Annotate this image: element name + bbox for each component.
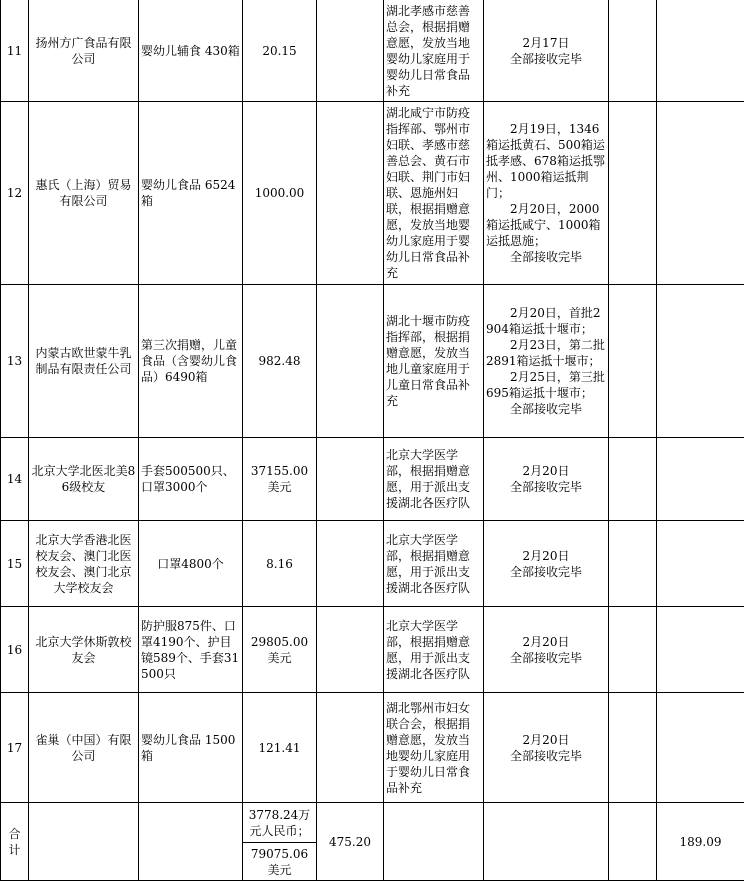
donated-items: 口罩4800个 <box>139 521 243 607</box>
total-col9: 189.09 <box>657 803 744 881</box>
empty-cell <box>317 693 384 803</box>
empty-cell <box>29 803 139 881</box>
empty-cell <box>484 803 609 881</box>
status-line: 2月25日，第三批695箱运抵十堰市； <box>486 369 606 401</box>
usage-description: 湖北咸宁市防疫指挥部、鄂州市妇联、孝感市慈善总会、黄石市妇联、荆门市妇联、恩施州妇联，根据捐赠意愿，发放当地婴幼儿家庭用于婴幼儿日常食品补充 <box>384 102 484 285</box>
status-line: 2月20日 <box>486 548 606 564</box>
empty-cell <box>657 438 744 521</box>
delivery-status <box>484 438 609 521</box>
empty-cell <box>657 693 744 803</box>
empty-cell <box>317 285 384 438</box>
status-line: 2月23日，第二批2891箱运抵十堰市； <box>486 337 606 369</box>
donated-items: 婴幼儿食品 1500箱 <box>139 693 243 803</box>
usage-description: 北京大学医学部，根据捐赠意愿，用于派出支援湖北各医疗队 <box>384 438 484 521</box>
amount: 1000.00 <box>243 102 317 285</box>
amount: 37155.00美元 <box>243 438 317 521</box>
table-row <box>1 607 744 693</box>
status-line: 全部接收完毕 <box>486 650 606 666</box>
donor-name: 内蒙古欧世蒙牛乳制品有限责任公司 <box>29 285 139 438</box>
status-line: 全部接收完毕 <box>486 748 606 764</box>
donated-items: 婴幼儿辅食 430箱 <box>139 0 243 102</box>
delivery-status <box>484 607 609 693</box>
donor-name: 雀巢（中国）有限公司 <box>29 693 139 803</box>
empty-cell <box>609 521 657 607</box>
delivery-status <box>484 285 609 438</box>
usage-description: 湖北十堰市防疫指挥部，根据捐赠意愿，发放当地儿童家庭用于儿童日常食品补充 <box>384 285 484 438</box>
amount: 29805.00美元 <box>243 607 317 693</box>
status-line: 2月20日，2000箱运抵咸宁、1000箱运抵恩施； <box>486 201 606 249</box>
row-index: 11 <box>1 0 29 102</box>
status-line: 2月20日 <box>486 634 606 650</box>
total-amount-rmb: 3778.24万元人民币； <box>243 803 317 843</box>
empty-cell <box>657 102 744 285</box>
total-row <box>1 803 744 843</box>
empty-cell <box>317 0 384 102</box>
total-amount-usd: 79075.06美元 <box>243 843 317 881</box>
empty-cell <box>609 0 657 102</box>
status-line: 全部接收完毕 <box>486 479 606 495</box>
empty-cell <box>317 521 384 607</box>
empty-cell <box>609 438 657 521</box>
table-row <box>1 438 744 521</box>
row-index: 12 <box>1 102 29 285</box>
status-line: 2月19日，1346箱运抵黄石、500箱运抵孝感、678箱运抵鄂州、1000箱运抵荆门； <box>486 121 606 201</box>
status-line: 2月20日，首批2904箱运抵十堰市； <box>486 305 606 337</box>
row-index: 16 <box>1 607 29 693</box>
status-line: 2月17日 <box>486 35 606 51</box>
status-line: 2月20日 <box>486 732 606 748</box>
donor-name: 惠氏（上海）贸易有限公司 <box>29 102 139 285</box>
empty-cell <box>317 102 384 285</box>
donated-items: 防护服875件、口罩4190个、护目镜589个、手套31500只 <box>139 607 243 693</box>
donor-name: 北京大学休斯敦校友会 <box>29 607 139 693</box>
status-line: 2月20日 <box>486 463 606 479</box>
usage-description: 湖北鄂州市妇女联合会，根据捐赠意愿，发放当地婴幼儿家庭用于婴幼儿日常食品补充 <box>384 693 484 803</box>
amount: 982.48 <box>243 285 317 438</box>
status-line: 全部接收完毕 <box>486 249 606 265</box>
amount: 20.15 <box>243 0 317 102</box>
empty-cell <box>657 607 744 693</box>
empty-cell <box>384 803 484 881</box>
delivery-status <box>484 693 609 803</box>
donor-name: 扬州方广食品有限公司 <box>29 0 139 102</box>
empty-cell <box>609 607 657 693</box>
delivery-status <box>484 521 609 607</box>
table-row <box>1 521 744 607</box>
empty-cell <box>657 521 744 607</box>
status-line: 全部接收完毕 <box>486 51 606 67</box>
delivery-status <box>484 102 609 285</box>
row-index: 13 <box>1 285 29 438</box>
empty-cell <box>657 0 744 102</box>
usage-description: 北京大学医学部，根据捐赠意愿，用于派出支援湖北各医疗队 <box>384 607 484 693</box>
usage-description: 北京大学医学部，根据捐赠意愿，用于派出支援湖北各医疗队 <box>384 521 484 607</box>
status-line: 全部接收完毕 <box>486 401 606 417</box>
table-row <box>1 285 744 438</box>
donated-items: 第三次捐赠，儿童食品（含婴幼儿食品）6490箱 <box>139 285 243 438</box>
amount: 8.16 <box>243 521 317 607</box>
status-line: 全部接收完毕 <box>486 564 606 580</box>
empty-cell <box>317 607 384 693</box>
donor-name: 北京大学北医北美86级校友 <box>29 438 139 521</box>
donor-name: 北京大学香港北医校友会、澳门北医校友会、澳门北京大学校友会 <box>29 521 139 607</box>
row-index: 14 <box>1 438 29 521</box>
empty-cell <box>609 102 657 285</box>
empty-cell <box>609 803 657 881</box>
amount: 121.41 <box>243 693 317 803</box>
row-index: 15 <box>1 521 29 607</box>
empty-cell <box>139 803 243 881</box>
donated-items: 婴幼儿食品 6524箱 <box>139 102 243 285</box>
row-index: 17 <box>1 693 29 803</box>
total-label: 合计 <box>1 803 29 881</box>
empty-cell <box>609 693 657 803</box>
table-row <box>1 693 744 803</box>
table-row <box>1 102 744 285</box>
donated-items: 手套500500只、口罩3000个 <box>139 438 243 521</box>
empty-cell <box>657 285 744 438</box>
table-row <box>1 0 744 102</box>
usage-description: 湖北孝感市慈善总会，根据捐赠意愿，发放当地婴幼儿家庭用于婴幼儿日常食品补充 <box>384 0 484 102</box>
empty-cell <box>609 285 657 438</box>
delivery-status <box>484 0 609 102</box>
total-col5: 475.20 <box>317 803 384 881</box>
empty-cell <box>317 438 384 521</box>
